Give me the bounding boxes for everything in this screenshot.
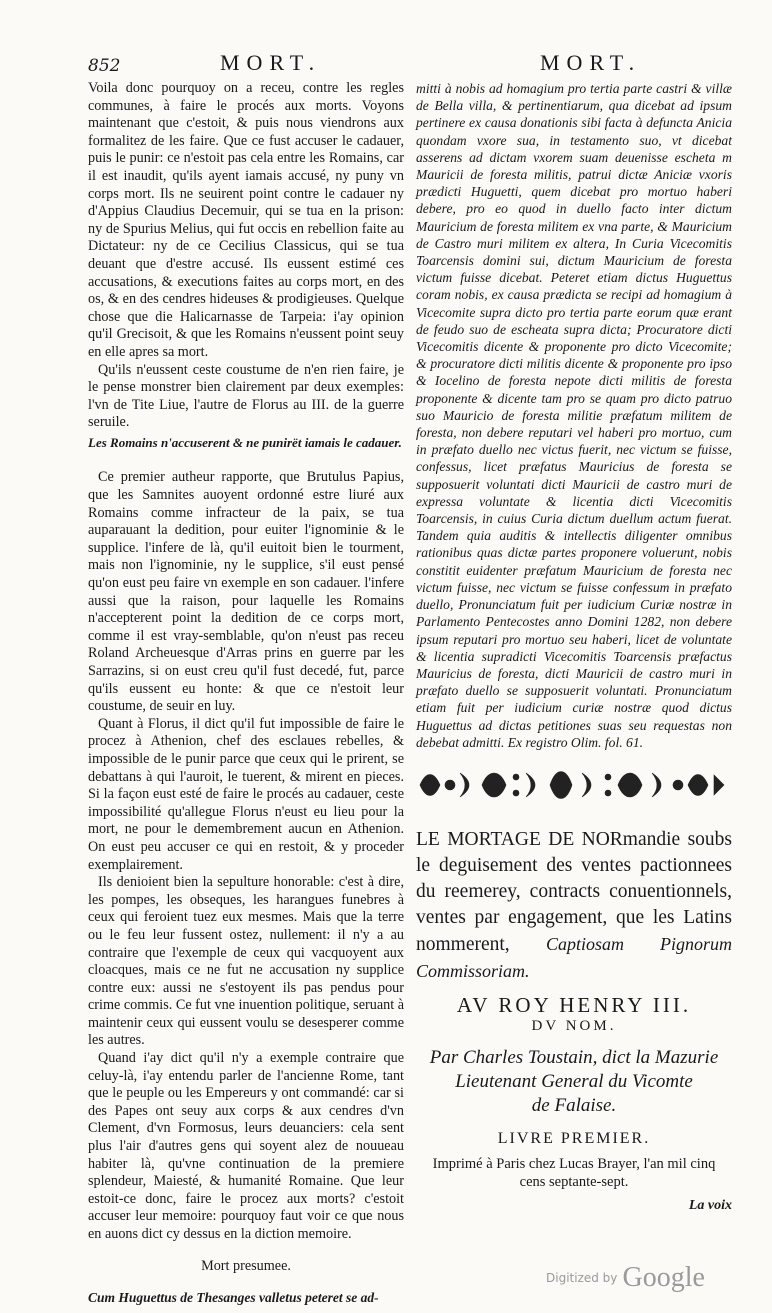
side-heading: Les Romains n'accuserent & ne punirët iamais le cadauer.	[88, 434, 402, 450]
imprint-line: Imprimé à Paris chez Lucas Brayer, l'an mil cinq	[432, 1156, 716, 1173]
dedication: AV ROY HENRY III.	[456, 992, 692, 1017]
section-heading: Mort presumee.	[201, 1257, 291, 1274]
digitized-watermark	[546, 1262, 705, 1294]
running-head-left: MORT.	[220, 50, 322, 75]
paragraph: Voila donc pourquoy on a receu, contre les regles communes, à faire le procés aux morts. Voyons maintenant que c'estoit, & puis nous viendrons aux formalitez de les faire. Que ce fust accuser le cadauer, puis le punir: ce n'estoit pas cela entre les Romains, car il est inaudit, qu'ils ayent iamais accusé, ny puny vn corps mort. Ils ne seuirent point contre le cadauer ny d'Appius Claudius Decemuir, qui se tua en la prison: ny de Spurius Melius, qui fut occis en rebellion faite au Dictateur: ny de ce Cecilius Classicus, qui se tua deuant que d'estre accusé. Ils eussent estimé ces accusations, & executions faites au corps mort, en des os, & en des cendres hideuses & prodigieuses. Quelque chose que die Halicarnasse de Tarpeia: i'ay opinion qu'il Grecisoit, & que les Romains n'eussent point seuy en elle apres sa mort.	[88, 80, 404, 360]
paragraph: Quant à Florus, il dict qu'il fut impossible de faire le procez à Athenion, chef des esclaues rebelles, & impossible de le punir parce que ceux qui le prirent, se debattans à qui l'auroit, le tuerent, & mirent en pieces. Si la façon eust esté de faire le procés au cadauer, ceste impossibilité qu'allegue Florus n'eust eu lieu pour la mort, ne pour le demembrement aucun en Athenion. On eust peu accuser ce qui en restoit, & y proceder exemplairement.	[88, 715, 404, 873]
latin-citation: mitti à nobis ad homagium pro tertia parte castri & villæ de Bella villa, & pertinentiarum, qua dicebat ad ipsum pertinere ex causa donationis sibi facta à defuncta Anicia quondam vxore sua, in testamento suo, vt dicebat asserens ad dictam vxorem suam deuenisse escheta m Mauricii de foresta militis, patrui dictæ Aniciæ vxoris prædicti Huguetti, quem dicebat pro mortuo haberi debere, pro eo quod in duello facto inter dictum Mauricium de foresta militem ex vna parte, & Mauricium de Castro muri militem ex altera, In Curia Vicecomitis Toarcensis domini sui, dictum Mauricium de foresta victum fuisse dicebat. Peteret etiam dictus Huguettus coram nobis, ex causa prædicta se recipi ad homagium à Vicecomite supra dicto pro tertia parte eorum quæ erant de feudo suo de escheata supra dicta; Procuratore dicti Vicecomitis dicente & proponente pro dicto Vicecomite; & procuratore dicti militis dicente & proponente pro ipso & Iocelino de foresta nepote dicti militis de foresta proponente & dicente tam pro se quam pro dicto patruo suo Mauricio de foresta militie præfatum militem de foresta, non debere reputari vel haberi pro mortuo, cum in præfato duello nec victus fuerit, nec victum se fuisse, confessus, licet præfatus Mauricius de foresta se supposuerit voluntati dicti Mauricii de castro muri de expressa voluntate & licentia dicti Vicecomitis Toarcensis, in cuius Curia dictum duellum actum fuerat. Tandem quia auditis & intellectis diligenter omnibus rationibus quas dictæ partes proponere voluerunt, nobis constitit euidenter præfatum Mauricium de foresta nec victum fuisse, nec victum se fuisse confessum in præfato duello, Pronunciatum fuit per iudicium Curiæ nostræ in Parlamento Pentecostes anno Domini 1282, non debere ipsum reputari pro mortuo seu haberi, licet de voluntate & licentia supradicti Vicecomitis Toarcensis præfactus Mauricius de foresta, dicti Mauricii de castro muri in præfato duello se supposuerit voluntati. Pronunciatum etiam fuit per iudicium curiæ nostræ quod dictus Huguettus ad dictas petitiones suas seu requestas non debebat admitti. Ex registro Olim. fol. 61.	[416, 81, 732, 750]
page-number: 852	[88, 56, 121, 76]
paragraph: Ce premier autheur rapporte, que Brutulus Papius, que les Samnites auoyent ordonné estre liuré aux Romains comme infracteur de la paix, se tua auparauant la dedition, pour euiter l'ignominie & le supplice. l'infere de là, qu'il euitoit bien le tourment, mais non l'ignominie, ny le supplice, s'il eust pensé qu'on eust peu faire vn exemple en son cadauer. l'infere aussi que la raison, pour laquelle les Romains n'accepterent point la dedition de ce corps mort, comme il est vray-semblable, qu'on n'eust pas receu Roland Archeuesque d'Arras prins en guerre par les Sarrazins, si on eust creu qu'il fust decedé, fut, parce qu'ils eussent eu honte: & que ce n'estoit leur coustume, de seuir en luy.	[88, 469, 404, 715]
catchword: La voix	[688, 1198, 732, 1214]
paragraph: Qu'ils n'eussent ceste coustume de n'en rien faire, je le pense monstrer bien clairement par deux exemples: l'vn de Tite Liue, l'autre de Florus au III. de la guerre seruile.	[88, 361, 404, 431]
running-head-right: MORT.	[540, 50, 642, 75]
author-block	[416, 1046, 732, 1118]
left-column	[88, 80, 404, 1307]
paragraph: Quand i'ay dict qu'il n'y a exemple contraire que celuy-là, i'ay entendu parler de l'ancienne Rome, tant que le peuple ou les Empereurs y ont commandé: car si des Papes ont seuy aux corps & aux cendres d'vn Clement, d'vn Formosus, leurs deuanciers: cela sent plus l'air d'autres gens qui soyent alez de nouueau habiter là, qu'vne continuation de la premiere splendeur, Maiesté, & humanité Romaine. Que leur estoit-ce donc, faire le procez aux morts? c'estoit accuser leur memoire: pourquoy faut voir ce que nous en auons dict cy dessus en la diction memoire.	[88, 1050, 404, 1242]
author-line: Par Charles Toustain, dict la Mazurie	[429, 1046, 719, 1068]
paragraph: Ils denioient bien la sepulture honorable: c'est à dire, les pompes, les obseques, les harangues funebres à ceux qui feroient tuez eux mesmes. Mais que la terre ou le feu leur fussent ostez, nullement: il n'y a au contraire que l'exemple de ceux qui vacquoyent aux cloacques, mais ce ne fut ne accusation ny supplice contre eux: aussi ne s'estoyent ils pas pendus pour crime commis. Ce fut vne inuention politique, seruant à maintenir ceux qui eussent voulu se desesperer comme les autres.	[88, 874, 404, 1049]
ornament-band	[416, 763, 728, 807]
author-line: Lieutenant General du Vicomte	[455, 1070, 693, 1092]
google-logo: Google	[622, 1262, 705, 1293]
author-line: de Falaise.	[531, 1094, 617, 1116]
book-title	[416, 827, 732, 985]
title-latin: Captiosam Pignorum Commissoriam.	[416, 933, 733, 981]
right-column	[416, 80, 732, 1215]
watermark-prefix: Digitized by	[546, 1271, 618, 1285]
title-text: LE MORTAGE DE NORmandie soubs le deguisement des ventes pactionnees du reemerey, contracts conuentionnels, ventes par engagement, que les Latins nommerent,	[416, 828, 732, 955]
imprint-line: cens septante-sept.	[519, 1174, 629, 1191]
paragraph-start: Cum Huguettus de Thesanges valletus peteret se ad-	[88, 1290, 379, 1306]
dedication-sub: DV NOM.	[531, 1018, 617, 1035]
imprint	[416, 1155, 732, 1191]
book-section-title: LIVRE PREMIER.	[497, 1129, 651, 1147]
